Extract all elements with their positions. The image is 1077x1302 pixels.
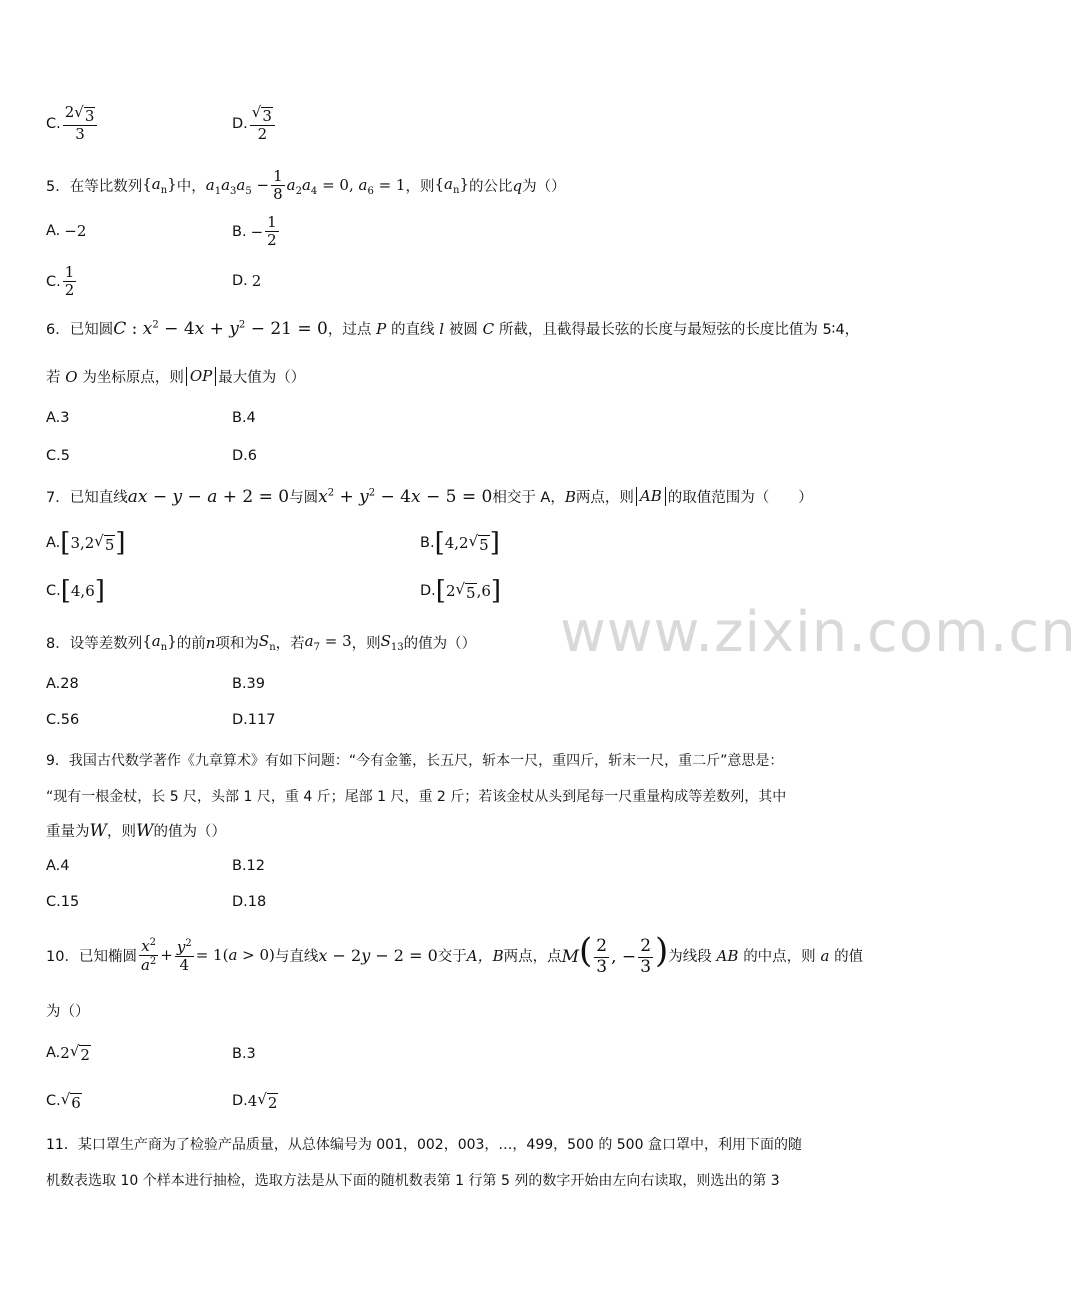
q5-option-a[interactable] xyxy=(46,222,86,240)
math-w-2: W xyxy=(135,820,154,841)
q8-text3: ，若 xyxy=(275,636,305,652)
math-abs-ab: AB xyxy=(636,487,666,507)
fraction: √ 3 2 xyxy=(250,104,275,144)
interval-end: ,6 xyxy=(476,582,491,600)
math-ab: A，B xyxy=(466,947,504,966)
q6-line2b: 为坐标原点，则 xyxy=(82,370,184,386)
q9-stem-line1: 9．我国古代数学著作《九章算术》有如下问题：“今有金箠，长五尺，斩本一尺，重四斤，斩末一尺，重二斤”意思是： xyxy=(46,753,784,769)
radicand: 2 xyxy=(80,1046,90,1064)
q10-text6: 的值 xyxy=(834,949,864,966)
option-label: A. xyxy=(46,223,61,239)
q5-suffix: 的公比 xyxy=(468,179,513,196)
q6-text1: ，过点 xyxy=(327,322,372,338)
q6-text2: 的直线 xyxy=(390,322,435,338)
q8-prefix: 8．设等差数列 xyxy=(46,636,143,652)
q5-option-d[interactable] xyxy=(232,272,261,290)
q6-line2c: 最大值为（） xyxy=(218,370,306,386)
denominator: 2 xyxy=(267,231,277,250)
q7-text3: 两点，则 xyxy=(575,490,634,506)
interval-start: 4,2 xyxy=(444,534,469,552)
math-b: B xyxy=(564,487,576,506)
math-o: O xyxy=(60,367,83,386)
q9-option-c[interactable]: C.15 xyxy=(46,894,80,910)
q9-option-a[interactable]: A.4 xyxy=(46,858,70,874)
numerator: 1 xyxy=(64,263,75,281)
option-label: D. xyxy=(420,583,436,599)
numerator: 1 xyxy=(267,213,277,231)
q7-option-b[interactable]: B. [ 4,2 √ 5 ] xyxy=(420,528,500,558)
q8-option-c[interactable]: C.56 xyxy=(46,712,80,728)
q5-option-c[interactable] xyxy=(46,264,78,300)
q8-text5: 的值为（） xyxy=(403,636,477,652)
q5-prefix: 5．在等比数列 xyxy=(46,179,143,196)
q8-option-b[interactable]: B.39 xyxy=(232,676,266,692)
q8-text4: ，则 xyxy=(351,636,381,652)
math-seq-2: $\{a_n\}$ xyxy=(434,175,469,197)
q11-stem-line2: 机数表选取 10 个样本进行抽检，选取方法是从下面的随机数表第 1 行第 5 列的数字开始由左向右读取，则选出的第 3 xyxy=(46,1173,780,1189)
coef: 4 xyxy=(247,1092,258,1110)
watermark: www.zixin.com.cn xyxy=(560,600,1077,665)
q6-text3: 被圆 xyxy=(448,322,478,338)
q10-option-d[interactable]: D. 4 √ 2 xyxy=(232,1090,278,1112)
q6-line2a: 若 xyxy=(46,370,61,386)
fraction xyxy=(63,264,77,300)
q10-stem-line1 xyxy=(46,931,864,978)
q6-option-c[interactable]: C.5 xyxy=(46,448,70,464)
q9-line3b: ，则 xyxy=(106,824,136,840)
q7-prefix: 7．已知直线 xyxy=(46,490,128,506)
q6-option-a[interactable]: A.3 xyxy=(46,410,70,426)
q10-option-b[interactable]: B.3 xyxy=(232,1046,256,1062)
radicand: 3 xyxy=(262,107,272,125)
option-label: B. xyxy=(420,535,435,551)
option-label: C. xyxy=(46,583,61,599)
radicand: 2 xyxy=(267,1094,278,1112)
math-condition: $a_1a_3a_5$ − $\frac{1}{8}$ $a_2a_4 = 0$, $a_6 = 1$ xyxy=(205,167,406,204)
option-label: C. xyxy=(46,273,61,290)
math-l: l xyxy=(434,319,449,338)
q10-stem-line2: 为（） xyxy=(46,1004,90,1020)
q7-stem xyxy=(46,486,813,507)
math-abs-op: OP xyxy=(186,367,216,387)
q7-text4: 的取值范围为（ ） xyxy=(667,490,813,506)
q5-mid1: 中， xyxy=(176,179,206,196)
q10-option-a[interactable]: A. 2 √ 2 xyxy=(46,1042,90,1064)
radicand: 5 xyxy=(466,584,476,602)
math-line: x − 2y − 2 = 0 xyxy=(318,946,438,966)
interval-values: 4,6 xyxy=(70,582,95,600)
q8-option-d[interactable]: D.117 xyxy=(232,712,276,728)
q5-stem xyxy=(46,168,566,204)
fraction xyxy=(265,214,279,250)
q4-option-d[interactable] xyxy=(232,104,277,144)
q5-option-b[interactable] xyxy=(232,214,281,250)
q8-text2: 项和为 xyxy=(215,636,259,652)
math-w: W xyxy=(89,820,107,841)
math-c: C xyxy=(477,319,499,338)
sign: − xyxy=(250,222,264,241)
q6-option-d[interactable]: D.6 xyxy=(232,448,257,464)
q6-stem-line2 xyxy=(46,366,305,387)
math-line: ax − y − a + 2 = 0 xyxy=(127,486,290,507)
q4-option-c[interactable] xyxy=(46,104,99,144)
option-label: D. xyxy=(232,1093,248,1109)
q10-text2: 交于 xyxy=(437,949,467,966)
radicand: 5 xyxy=(479,536,489,554)
q7-option-c[interactable]: C. [ 4,6 ] xyxy=(46,576,105,606)
q6-text4: 所截，且截得最长弦的长度与最短弦的长度比值为 5∶4， xyxy=(498,322,860,338)
q11-stem-line1: 11．某口罩生产商为了检验产品质量，从总体编号为 001，002，003，…，499，500 的 500 盒口罩中，利用下面的随 xyxy=(46,1137,802,1153)
q9-option-b[interactable]: B.12 xyxy=(232,858,266,874)
radicand: 6 xyxy=(71,1094,81,1112)
q9-stem-line3 xyxy=(46,820,226,841)
math-ab-2: AB xyxy=(711,946,744,965)
option-label: D. xyxy=(232,115,248,132)
option-label: C. xyxy=(46,115,61,132)
coef: 2 xyxy=(60,1044,70,1062)
q9-option-d[interactable]: D.18 xyxy=(232,894,267,910)
q8-option-a[interactable]: A.28 xyxy=(46,676,79,692)
math-m: M( $\frac{2}{3}$ , − $\frac{2}{3}$ ) xyxy=(561,931,669,977)
q7-option-a[interactable]: A. [ 3,2 √ 5 ] xyxy=(46,528,126,558)
q10-text3: 两点，点 xyxy=(503,949,562,966)
interval-start: 3,2 xyxy=(70,534,95,552)
option-label: A. xyxy=(46,535,61,551)
q10-text1: 与直线 xyxy=(274,949,319,966)
q9-line3c: 的值为（） xyxy=(153,824,226,840)
q7-text1: 与圆 xyxy=(289,490,319,506)
q5-mid2: ，则 xyxy=(405,179,435,196)
q9-line3a: 重量为 xyxy=(46,824,90,840)
math-seq: $\{a_n\}$ xyxy=(142,632,177,653)
option-label: C. xyxy=(46,1093,61,1109)
option-label: D. xyxy=(232,273,248,289)
denominator: 2 xyxy=(64,281,75,300)
q5-suffix2: 为（） xyxy=(522,179,566,196)
q8-stem xyxy=(46,632,476,653)
math-s13: $S_{13}$ xyxy=(380,632,404,653)
q7-option-d[interactable]: D. [ 2 √ 5 ,6 ] xyxy=(420,576,502,606)
coef: 2 xyxy=(64,103,75,121)
math-circle: C : $x^2 - 4x + y^2 - 21 = 0$ xyxy=(113,318,328,339)
math-q: q xyxy=(512,176,523,195)
option-label: B. xyxy=(232,223,247,240)
q9-stem-line2: “现有一根金杖，长 5 尺，头部 1 尺，重 4 斤；尾部 1 尺，重 2 斤；若该金杖从头到尾每一尺重量构成等差数列，其中 xyxy=(46,789,787,805)
interval-start: 2 xyxy=(445,582,456,600)
q10-option-c[interactable]: C. √ 6 xyxy=(46,1090,81,1112)
math-a7: $a_7 = 3$ xyxy=(304,632,352,653)
math-n: n xyxy=(205,633,216,652)
math-circle: $x^2 + y^2 - 4x - 5 = 0$ xyxy=(318,486,493,507)
radicand: 5 xyxy=(104,536,115,554)
math-ellipse: $\frac{x^2}{a^2}$ + $\frac{y^2}{4}$ = 1(a > 0) xyxy=(140,937,275,975)
math-seq: $\{a_n\}$ xyxy=(142,175,177,197)
math-a: a xyxy=(815,946,835,965)
radicand: 3 xyxy=(84,107,95,125)
option-label: A. xyxy=(46,1045,61,1061)
math-p: P xyxy=(371,319,391,338)
option-value: 2 xyxy=(251,272,262,290)
q10-prefix: 10．已知椭圆 xyxy=(46,949,137,966)
q10-text4: 为线段 xyxy=(668,949,712,966)
option-value: −2 xyxy=(64,222,87,240)
denominator: 2 xyxy=(257,125,268,144)
q6-prefix: 6．已知圆 xyxy=(46,322,114,338)
q10-text5: 的中点，则 xyxy=(743,949,816,966)
q7-text2: 相交于 A， xyxy=(492,490,565,506)
denominator: 3 xyxy=(75,125,85,144)
q6-option-b[interactable]: B.4 xyxy=(232,410,256,426)
math-sn: $S_n$ xyxy=(258,632,276,653)
q8-text1: 的前 xyxy=(176,636,206,652)
fraction: 2 √ 3 3 xyxy=(63,104,98,144)
q6-stem-line1 xyxy=(46,318,859,339)
